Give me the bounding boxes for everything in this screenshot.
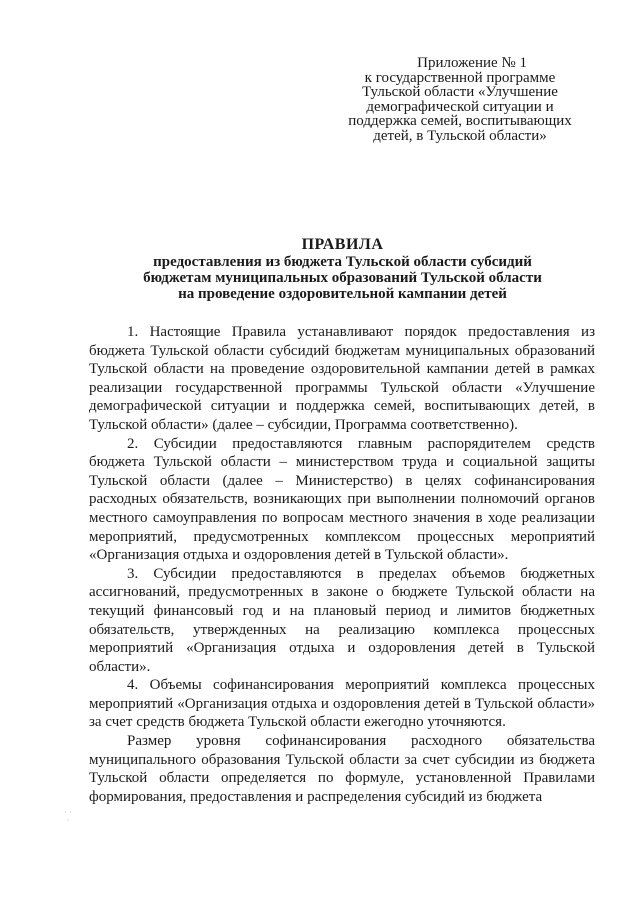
appendix-line: детей, в Тульской области» bbox=[373, 127, 547, 144]
paragraph-5: Размер уровня софинансирования расходного обязательства муниципального образования Тульской области за счет субсидии из бюджета Тульской области определяется по формуле, установленной Правилами формирования, предоставления и распределения субсидий из бюджета bbox=[89, 733, 595, 805]
document-title bbox=[80, 236, 605, 302]
paragraph-4: 4. Объемы софинансирования мероприятий комплекса процессных мероприятий «Организация отдыха и оздоровления детей в Тульской области» за счет средств бюджета Тульской области ежегодно уточняются. bbox=[89, 677, 595, 731]
title-subline: бюджетам муниципальных образований Тульской области bbox=[143, 270, 542, 286]
title-subline: предоставления из бюджета Тульской области субсидий bbox=[153, 254, 532, 270]
paragraph-3: 3. Субсидии предоставляются в пределах объемов бюджетных ассигнований, предусмотренных в законе о бюджете Тульской области на текущий финансовый год и на плановый период и лимитов бюджетных обязательств, утвержденных на реализацию комплекса процессных мероприятий «Организация отдыха и оздоровления детей в Тульской области». bbox=[89, 565, 595, 675]
appendix-line: Тульской области «Улучшение bbox=[362, 84, 558, 100]
title-main: ПРАВИЛА bbox=[301, 236, 384, 253]
appendix-note bbox=[345, 56, 575, 143]
appendix-line: демографической ситуации и bbox=[366, 98, 554, 115]
paragraph-2: 2. Субсидии предоставляются главным распорядителем средств бюджета Тульской области – министерством труда и социальной защиты Тульской области (далее – Министерство) в целях софинансирования расходных обязательств, возникающих при выполнении полномочий органов местного самоуправления по вопросам местного значения в ходе реализации мероприятий, предусмотренных комплексом процессных мероприятий «Организация отдыха и оздоровления детей в Тульской области». bbox=[89, 435, 595, 564]
appendix-line: к государственной программе bbox=[364, 69, 556, 86]
scan-artifact: · · · bbox=[64, 807, 73, 825]
appendix-line: поддержка семей, воспитывающих bbox=[348, 113, 572, 129]
document-body bbox=[89, 323, 595, 806]
appendix-line: Приложение № 1 bbox=[417, 55, 527, 71]
paragraph-1: 1. Настоящие Правила устанавливают порядок предоставления из бюджета Тульской области субсидий бюджетам муниципальных образований Тульской области на проведение оздоровительной кампании детей в рамках реализации государственной программы Тульской области «Улучшение демографической ситуации и поддержка семей, воспитывающих детей, в Тульской области» (далее – субсидии, Программа соответственно). bbox=[89, 324, 595, 433]
title-subline: на проведение оздоровительной кампании детей bbox=[178, 286, 507, 302]
